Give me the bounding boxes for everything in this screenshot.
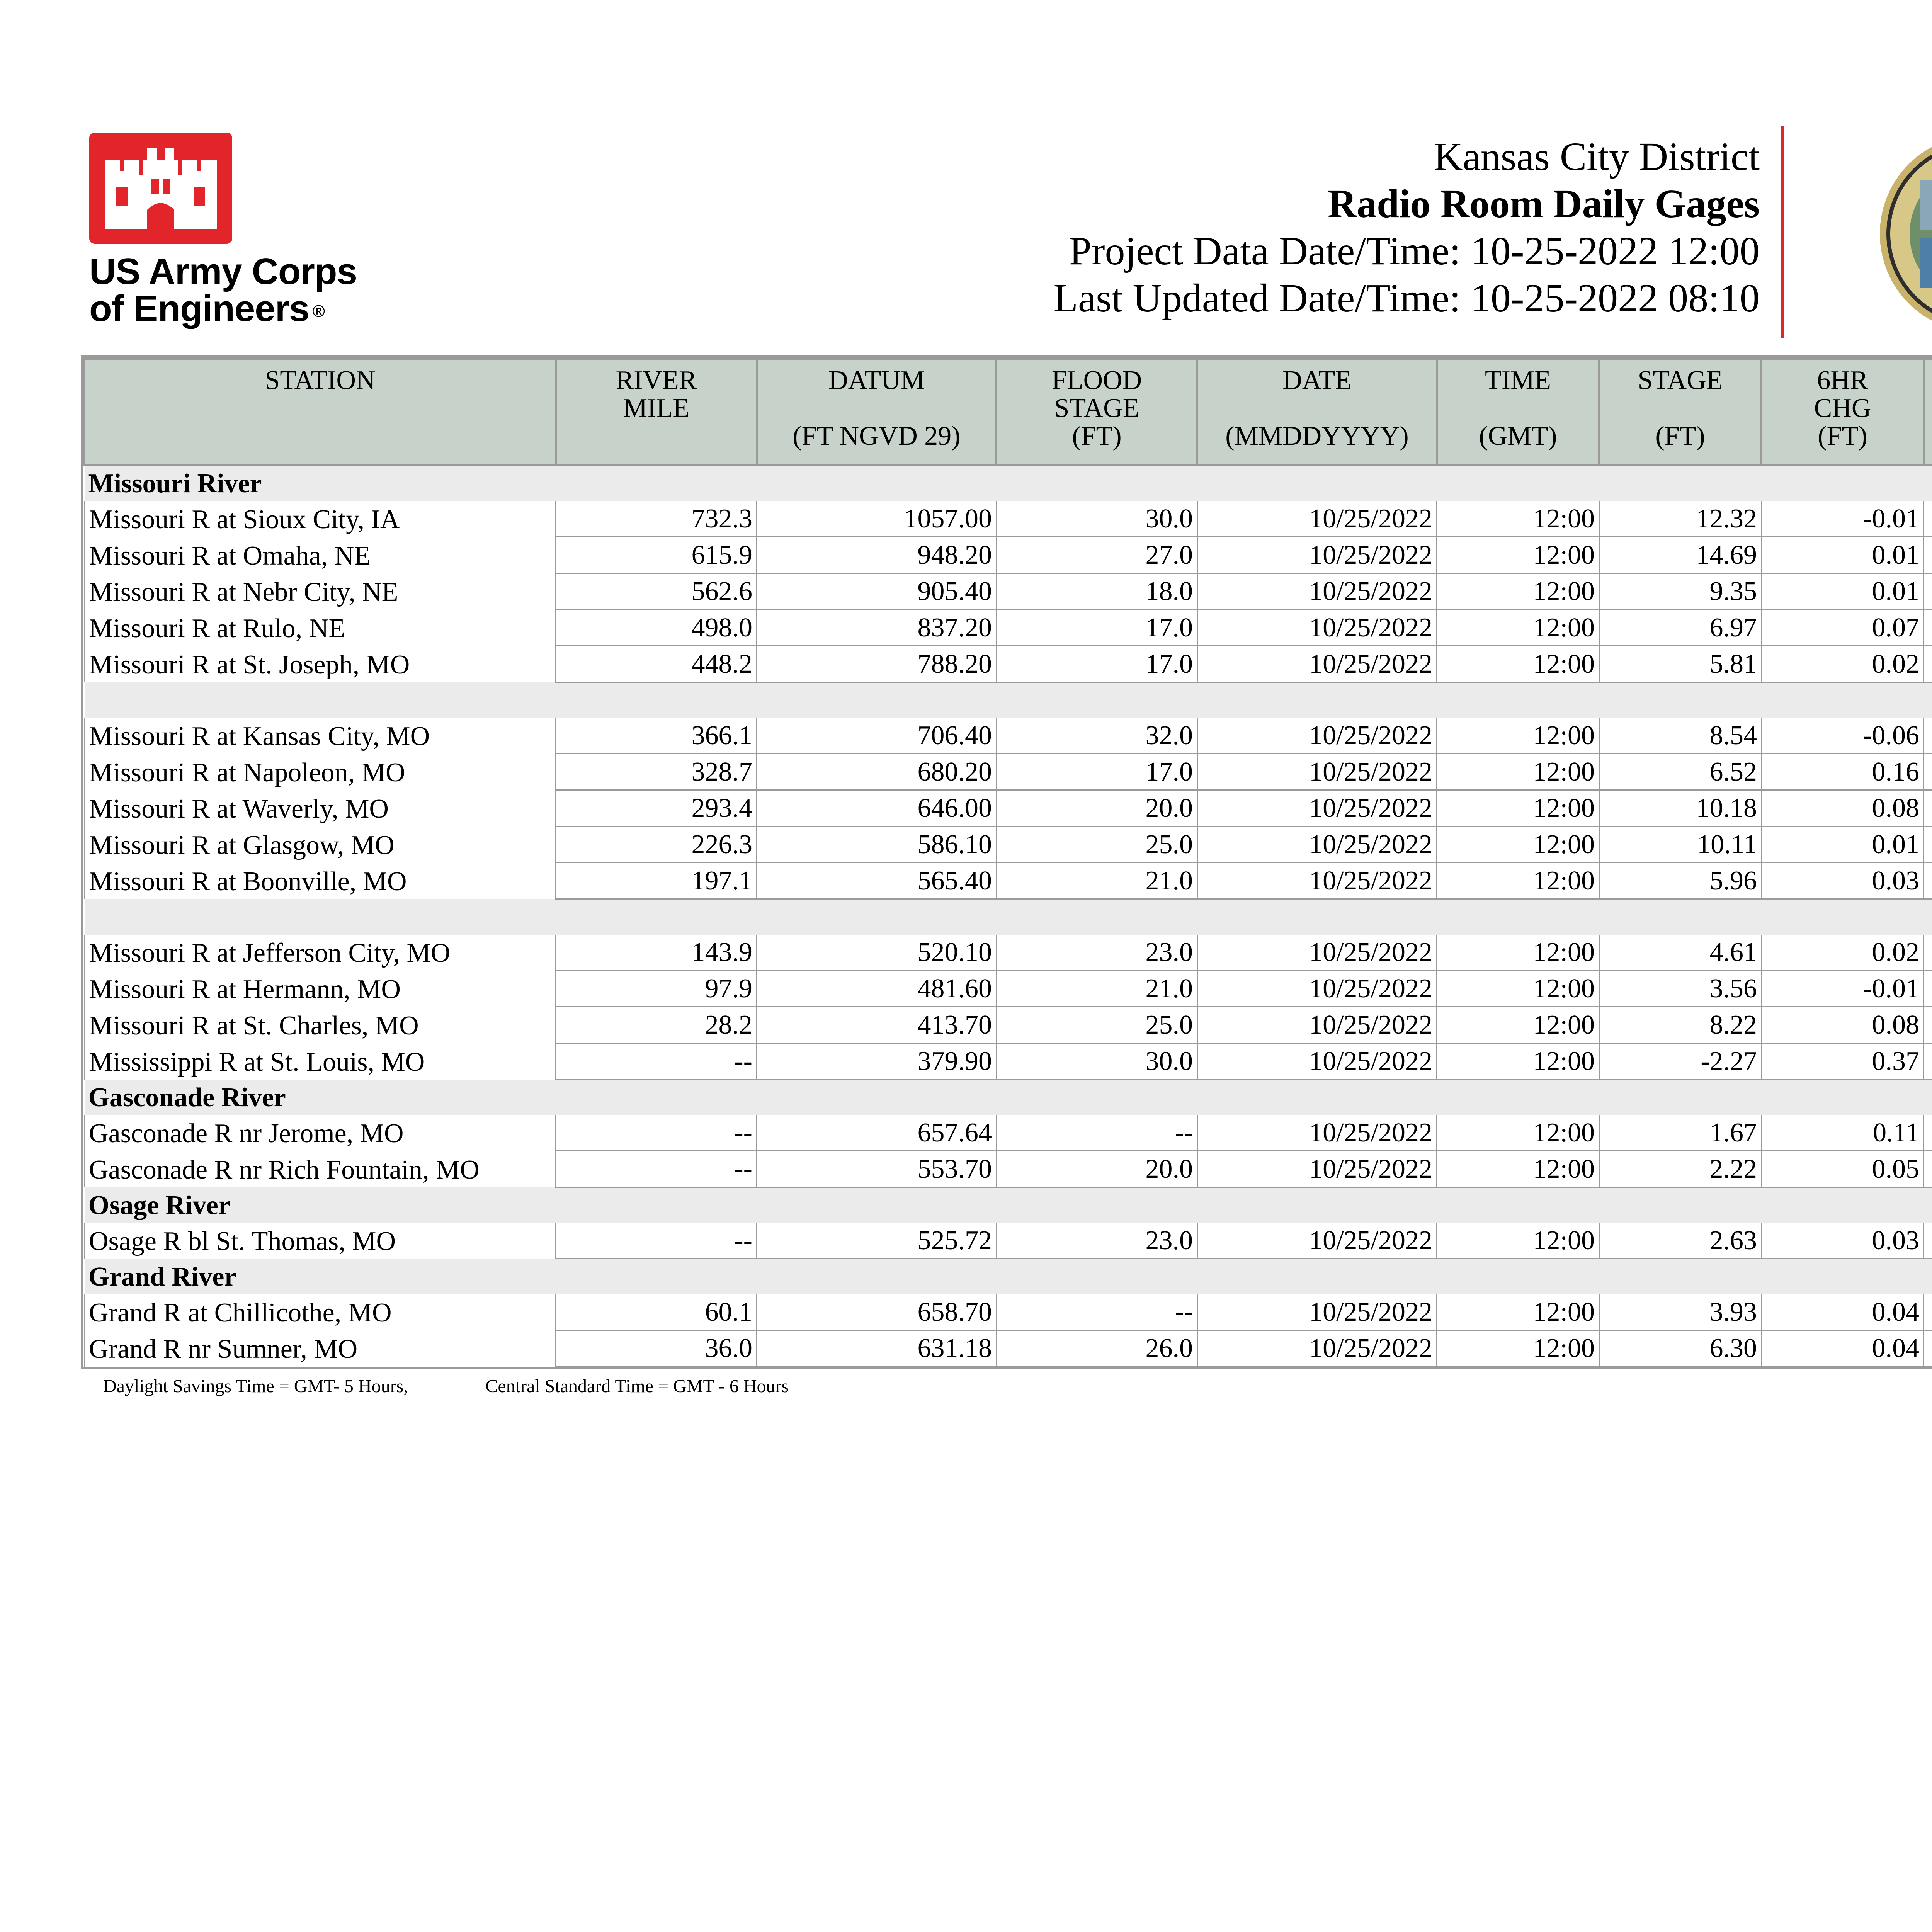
table-cell: 10/25/2022 — [1197, 827, 1437, 863]
table-row — [85, 646, 1932, 682]
table-cell: 10/25/2022 — [1197, 1330, 1437, 1367]
table-cell: 12:00 — [1437, 573, 1599, 610]
table-cell: 12:00 — [1437, 610, 1599, 646]
last-updated-datetime: Last Updated Date/Time: 10-25-2022 08:10 — [1053, 276, 1760, 320]
table-cell: 10/25/2022 — [1197, 1223, 1437, 1259]
table-cell: 30.0 — [997, 501, 1197, 537]
table-cell: 4.61 — [1599, 935, 1762, 971]
column-header-title: RIVER MILE — [616, 366, 697, 423]
river-group-row — [85, 1080, 1932, 1116]
header-divider — [1781, 126, 1784, 338]
table-cell: 143.9 — [556, 935, 757, 971]
table-cell: 10/25/2022 — [1197, 790, 1437, 827]
table-cell: 30.0 — [997, 1043, 1197, 1080]
table-cell — [1924, 790, 1932, 827]
table-row — [85, 1115, 1932, 1151]
table-cell: 0.07 — [1762, 610, 1924, 646]
table-cell: 12:00 — [1437, 501, 1599, 537]
usace-castle-logo — [89, 133, 232, 244]
table-cell: 0.02 — [1762, 935, 1924, 971]
column-header-unit: (FT) — [1655, 421, 1705, 451]
table-cell — [1924, 1043, 1932, 1080]
column-header-unit: (FT NGVD 29) — [793, 421, 961, 451]
table-cell: 0.08 — [1762, 1007, 1924, 1043]
table-cell: -0.01 — [1762, 501, 1924, 537]
column-header — [1924, 359, 1932, 465]
station-name: Missouri R at Sioux City, IA — [85, 501, 556, 537]
station-name: Osage R bl St. Thomas, MO — [85, 1223, 556, 1259]
table-cell — [1924, 1330, 1932, 1367]
table-cell: 10/25/2022 — [1197, 935, 1437, 971]
table-cell: 10/25/2022 — [1197, 971, 1437, 1007]
table-cell: 10/25/2022 — [1197, 1294, 1437, 1330]
table-row — [85, 1151, 1932, 1187]
table-cell: 837.20 — [757, 610, 997, 646]
table-cell: 10/25/2022 — [1197, 1115, 1437, 1151]
table-cell: 12:00 — [1437, 537, 1599, 573]
table-cell: 0.03 — [1762, 1223, 1924, 1259]
table-cell: 553.70 — [757, 1151, 997, 1187]
separator-cell — [85, 682, 1932, 718]
table-cell: 0.37 — [1762, 1043, 1924, 1080]
river-group-row — [85, 1187, 1932, 1223]
river-group-row — [85, 465, 1932, 502]
table-cell: 5.81 — [1599, 646, 1762, 682]
column-header-unit: (MMDDYYYY) — [1225, 421, 1409, 451]
table-cell: 788.20 — [757, 646, 997, 682]
table-cell: 631.18 — [757, 1330, 997, 1367]
table-cell: 12:00 — [1437, 935, 1599, 971]
column-header-title: STAGE — [1638, 366, 1723, 395]
column-header — [1762, 359, 1924, 465]
river-group-name: Missouri River — [85, 465, 1932, 502]
column-header-title: FLOOD STAGE — [1051, 366, 1142, 423]
table-cell — [1924, 1223, 1932, 1259]
table-cell — [1924, 1151, 1932, 1187]
table-cell: 10/25/2022 — [1197, 610, 1437, 646]
table-cell: 0.16 — [1762, 754, 1924, 790]
gages-table — [83, 358, 1932, 1367]
column-header — [85, 359, 556, 465]
table-cell: 12:00 — [1437, 1223, 1599, 1259]
station-name: Grand R at Chillicothe, MO — [85, 1294, 556, 1330]
table-cell: 2.63 — [1599, 1223, 1762, 1259]
table-cell: 562.6 — [556, 573, 757, 610]
table-cell: 18.0 — [997, 573, 1197, 610]
table-cell: -- — [997, 1294, 1197, 1330]
table-cell: 0.11 — [1762, 1115, 1924, 1151]
group-separator-row — [85, 899, 1932, 935]
column-header-unit: (FT) — [1072, 421, 1122, 451]
table-cell: 36.0 — [556, 1330, 757, 1367]
table-row — [85, 610, 1932, 646]
table-cell: -- — [556, 1223, 757, 1259]
table-cell: 12:00 — [1437, 1043, 1599, 1080]
table-cell: 366.1 — [556, 718, 757, 754]
table-cell: -- — [556, 1115, 757, 1151]
table-cell: 6.30 — [1599, 1330, 1762, 1367]
registered-mark: ® — [312, 301, 325, 321]
table-cell — [1924, 1115, 1932, 1151]
table-cell: 0.01 — [1762, 537, 1924, 573]
table-cell: 17.0 — [997, 754, 1197, 790]
table-cell: 565.40 — [757, 863, 997, 899]
table-cell — [1924, 610, 1932, 646]
column-header — [997, 359, 1197, 465]
table-cell: 21.0 — [997, 971, 1197, 1007]
wordmark-line-2: of Engineers — [89, 288, 310, 329]
table-cell: 12:00 — [1437, 646, 1599, 682]
table-cell: 905.40 — [757, 573, 997, 610]
table-header — [85, 359, 1932, 465]
table-cell: -0.01 — [1762, 971, 1924, 1007]
usace-wordmark — [89, 253, 357, 330]
station-name: Missouri R at Omaha, NE — [85, 537, 556, 573]
district-name: Kansas City District — [1434, 134, 1760, 179]
table-cell: 60.1 — [556, 1294, 757, 1330]
station-name: Missouri R at St. Charles, MO — [85, 1007, 556, 1043]
column-header-unit: (GMT) — [1479, 421, 1557, 451]
table-cell: 448.2 — [556, 646, 757, 682]
table-cell: 12:00 — [1437, 754, 1599, 790]
table-cell: 10/25/2022 — [1197, 863, 1437, 899]
table-cell: 23.0 — [997, 1223, 1197, 1259]
table-cell: 8.54 — [1599, 718, 1762, 754]
time-zone-note — [103, 1376, 866, 1397]
table-cell: 0.01 — [1762, 573, 1924, 610]
table-cell — [1924, 573, 1932, 610]
column-header — [1437, 359, 1599, 465]
table-cell: 12:00 — [1437, 827, 1599, 863]
table-cell: 706.40 — [757, 718, 997, 754]
station-name: Missouri R at Kansas City, MO — [85, 718, 556, 754]
project-data-datetime: Project Data Date/Time: 10-25-2022 12:00 — [1069, 229, 1760, 273]
report-header — [1054, 133, 1760, 322]
table-cell: 525.72 — [757, 1223, 997, 1259]
table-row — [85, 754, 1932, 790]
table-cell — [1924, 537, 1932, 573]
table-cell: 26.0 — [997, 1330, 1197, 1367]
table-cell: 3.93 — [1599, 1294, 1762, 1330]
river-group-row — [85, 1259, 1932, 1295]
table-cell: -- — [556, 1151, 757, 1187]
table-cell: 498.0 — [556, 610, 757, 646]
table-cell: 10/25/2022 — [1197, 501, 1437, 537]
table-cell — [1924, 827, 1932, 863]
table-cell: 12:00 — [1437, 971, 1599, 1007]
table-cell: 293.4 — [556, 790, 757, 827]
table-cell: 658.70 — [757, 1294, 997, 1330]
table-cell: 3.56 — [1599, 971, 1762, 1007]
column-header-unit — [1925, 422, 1932, 450]
table-cell: 12:00 — [1437, 790, 1599, 827]
river-group-name: Grand River — [85, 1259, 1932, 1295]
table-cell: 0.02 — [1762, 646, 1924, 682]
table-cell: 10/25/2022 — [1197, 537, 1437, 573]
table-cell: 12:00 — [1437, 1294, 1599, 1330]
station-name: Missouri R at Nebr City, NE — [85, 573, 556, 610]
station-name: Missouri R at Hermann, MO — [85, 971, 556, 1007]
table-cell: 197.1 — [556, 863, 757, 899]
table-cell: 97.9 — [556, 971, 757, 1007]
kansas-city-district-seal — [1878, 133, 1932, 334]
station-name: Missouri R at Jefferson City, MO — [85, 935, 556, 971]
table-cell: 0.04 — [1762, 1330, 1924, 1367]
table-cell: 10/25/2022 — [1197, 573, 1437, 610]
table-row — [85, 1330, 1932, 1367]
table-row — [85, 501, 1932, 537]
table-cell: 657.64 — [757, 1115, 997, 1151]
table-cell: 6.52 — [1599, 754, 1762, 790]
river-group-name: Gasconade River — [85, 1080, 1932, 1116]
table-row — [85, 1294, 1932, 1330]
table-cell: -- — [556, 1043, 757, 1080]
table-row — [85, 1007, 1932, 1043]
table-cell: 413.70 — [757, 1007, 997, 1043]
table-row — [85, 971, 1932, 1007]
table-cell: 10/25/2022 — [1197, 754, 1437, 790]
table-cell: 17.0 — [997, 646, 1197, 682]
table-cell: 520.10 — [757, 935, 997, 971]
column-header-title: DATUM — [828, 366, 925, 395]
table-cell: 5.96 — [1599, 863, 1762, 899]
cst-note: Central Standard Time = GMT - 6 Hours — [485, 1376, 789, 1396]
table-cell: 328.7 — [556, 754, 757, 790]
column-header — [757, 359, 997, 465]
table-cell: 0.08 — [1762, 790, 1924, 827]
table-cell: 6.97 — [1599, 610, 1762, 646]
table-cell: 0.03 — [1762, 863, 1924, 899]
table-cell: 12:00 — [1437, 1330, 1599, 1367]
table-cell: 12:00 — [1437, 1007, 1599, 1043]
table-cell: 1.67 — [1599, 1115, 1762, 1151]
table-cell — [1924, 935, 1932, 971]
table-cell: 12:00 — [1437, 718, 1599, 754]
table-cell: 20.0 — [997, 1151, 1197, 1187]
station-name: Missouri R at Rulo, NE — [85, 610, 556, 646]
station-name: Missouri R at Glasgow, MO — [85, 827, 556, 863]
table-row — [85, 863, 1932, 899]
separator-cell — [85, 899, 1932, 935]
table-row — [85, 573, 1932, 610]
table-cell: 25.0 — [997, 1007, 1197, 1043]
table-cell: 481.60 — [757, 971, 997, 1007]
table-cell: 732.3 — [556, 501, 757, 537]
table-cell — [1924, 646, 1932, 682]
table-cell: 23.0 — [997, 935, 1197, 971]
table-row — [85, 537, 1932, 573]
table-cell: -- — [997, 1115, 1197, 1151]
table-row — [85, 718, 1932, 754]
column-header-title: 6HR CHG — [1814, 366, 1871, 423]
table-cell: 1057.00 — [757, 501, 997, 537]
table-cell — [1924, 971, 1932, 1007]
dst-note: Daylight Savings Time = GMT- 5 Hours, — [103, 1376, 408, 1396]
table-cell: 0.05 — [1762, 1151, 1924, 1187]
column-header — [556, 359, 757, 465]
table-cell: 2.22 — [1599, 1151, 1762, 1187]
table-cell: 586.10 — [757, 827, 997, 863]
table-cell — [1924, 1294, 1932, 1330]
table-cell: 14.69 — [1599, 537, 1762, 573]
table-cell: 12:00 — [1437, 1115, 1599, 1151]
table-cell: 379.90 — [757, 1043, 997, 1080]
table-cell: 226.3 — [556, 827, 757, 863]
table-row — [85, 827, 1932, 863]
station-name: Grand R nr Sumner, MO — [85, 1330, 556, 1367]
station-name: Gasconade R nr Rich Fountain, MO — [85, 1151, 556, 1187]
table-cell: 9.35 — [1599, 573, 1762, 610]
table-cell: -2.27 — [1599, 1043, 1762, 1080]
table-cell: 615.9 — [556, 537, 757, 573]
table-row — [85, 790, 1932, 827]
table-row — [85, 1043, 1932, 1080]
table-cell: 10.18 — [1599, 790, 1762, 827]
group-separator-row — [85, 682, 1932, 718]
table-cell: 8.22 — [1599, 1007, 1762, 1043]
table-cell: 680.20 — [757, 754, 997, 790]
table-cell: 646.00 — [757, 790, 997, 827]
table-cell: 0.04 — [1762, 1294, 1924, 1330]
table-cell: 25.0 — [997, 827, 1197, 863]
table-cell: -0.06 — [1762, 718, 1924, 754]
table-cell: 10/25/2022 — [1197, 718, 1437, 754]
table-row — [85, 1223, 1932, 1259]
column-header-title — [1925, 367, 1932, 422]
station-name: Missouri R at Napoleon, MO — [85, 754, 556, 790]
table-cell: 12:00 — [1437, 1151, 1599, 1187]
table-cell — [1924, 1007, 1932, 1043]
river-group-name: Osage River — [85, 1187, 1932, 1223]
table-cell: 10.11 — [1599, 827, 1762, 863]
table-cell: 12:00 — [1437, 863, 1599, 899]
table-cell: 10/25/2022 — [1197, 1043, 1437, 1080]
table-cell: 948.20 — [757, 537, 997, 573]
table-cell: 10/25/2022 — [1197, 646, 1437, 682]
column-header — [1599, 359, 1762, 465]
report-title: Radio Room Daily Gages — [1328, 182, 1760, 226]
table-cell: 17.0 — [997, 610, 1197, 646]
column-header-title: TIME — [1485, 366, 1551, 395]
table-cell: 12.32 — [1599, 501, 1762, 537]
table-cell: 20.0 — [997, 790, 1197, 827]
station-name: Missouri R at St. Joseph, MO — [85, 646, 556, 682]
column-header — [1197, 359, 1437, 465]
table-cell: 28.2 — [556, 1007, 757, 1043]
column-header-unit: (FT) — [1818, 421, 1867, 451]
table-cell: 0.01 — [1762, 827, 1924, 863]
table-cell — [1924, 754, 1932, 790]
station-name: Missouri R at Boonville, MO — [85, 863, 556, 899]
table-body — [85, 465, 1932, 1367]
wordmark-line-1: US Army Corps — [89, 251, 357, 292]
table-cell — [1924, 863, 1932, 899]
gages-table-container — [81, 355, 1932, 1369]
station-name: Missouri R at Waverly, MO — [85, 790, 556, 827]
table-cell: 27.0 — [997, 537, 1197, 573]
table-cell — [1924, 718, 1932, 754]
station-name: Mississippi R at St. Louis, MO — [85, 1043, 556, 1080]
table-cell: 21.0 — [997, 863, 1197, 899]
table-row — [85, 935, 1932, 971]
table-cell: 10/25/2022 — [1197, 1151, 1437, 1187]
column-header-title: DATE — [1282, 366, 1352, 395]
table-cell: 32.0 — [997, 718, 1197, 754]
table-cell — [1924, 501, 1932, 537]
table-cell: 10/25/2022 — [1197, 1007, 1437, 1043]
station-name: Gasconade R nr Jerome, MO — [85, 1115, 556, 1151]
column-header-title: STATION — [265, 366, 376, 395]
